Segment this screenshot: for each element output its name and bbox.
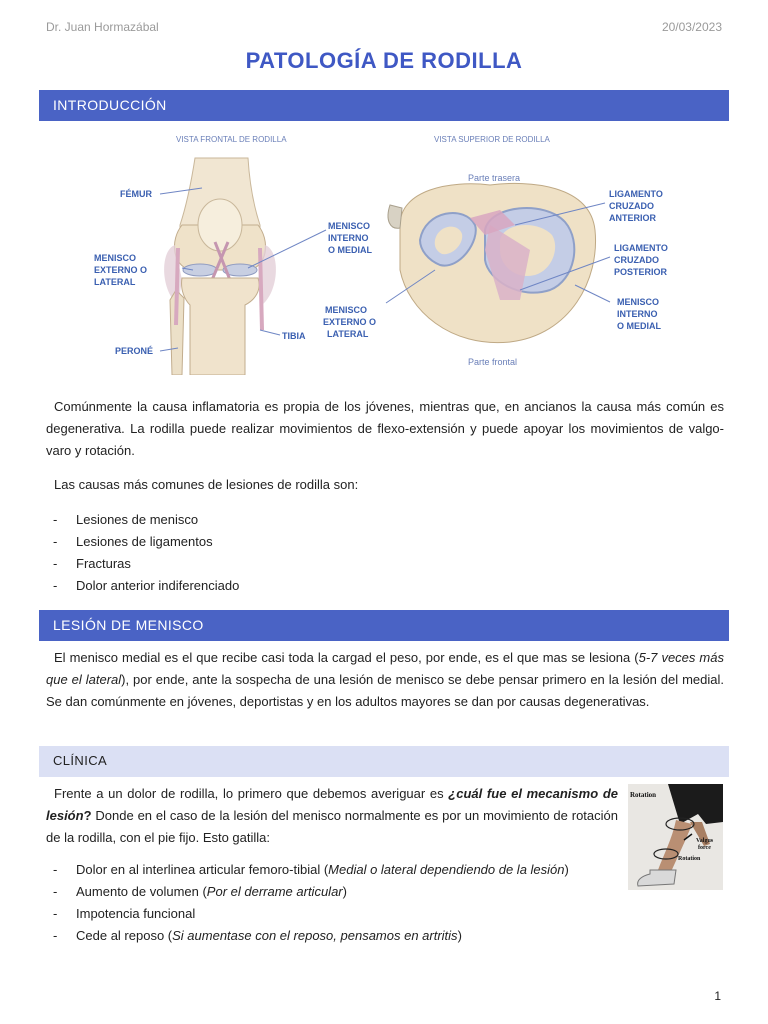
clinica-list <box>53 859 569 947</box>
list-item: - Cede al reposo (Si aumentase con el reposo, pensamos en artritis) <box>53 928 462 943</box>
list-item: - Dolor en al interlinea articular femoro-tibial (Medial o lateral dependiendo de la lesión) <box>53 862 569 877</box>
label-menisco-externo-sup-line1: MENISCO <box>325 305 368 315</box>
page-number: 1 <box>714 989 721 1003</box>
intro-paragraph-2: Las causas más comunes de lesiones de rodilla son: <box>54 477 359 492</box>
label-parte-trasera: Parte trasera <box>468 173 521 183</box>
figure-caption-superior: VISTA SUPERIOR DE RODILLA <box>434 135 550 144</box>
section-heading-introduccion: INTRODUCCIÓN <box>39 90 729 121</box>
knee-anatomy-figure <box>90 130 680 375</box>
photo-label-rotation-bottom: Rotation <box>678 856 701 862</box>
list-item: - Lesiones de menisco <box>53 512 199 527</box>
subsection-heading-clinica: CLÍNICA <box>39 746 729 777</box>
clinica-paragraph: Frente a un dolor de rodilla, lo primero que debemos averiguar es ¿cuál fue el mecanismo de lesión? Donde en el caso de la lesión del menisco normalmente es por un movimiento de rotación de la rodilla, con el pie fijo. Esto gatilla: <box>46 786 618 845</box>
label-lca-line2: CRUZADO <box>609 201 654 211</box>
label-lcp-line1: LIGAMENTO <box>614 243 668 253</box>
label-menisco-interno-sup-line3: O MEDIAL <box>617 321 661 331</box>
list-item: - Aumento de volumen (Por el derrame articular) <box>53 884 347 899</box>
label-menisco-interno-sup-line1: MENISCO <box>617 297 660 307</box>
label-menisco-interno-line1: MENISCO <box>328 221 371 231</box>
label-lca-line1: LIGAMENTO <box>609 189 663 199</box>
list-item: - Fracturas <box>53 556 131 571</box>
label-menisco-interno-line3: O MEDIAL <box>328 245 372 255</box>
label-lcp-line3: POSTERIOR <box>614 267 668 277</box>
label-tibia: TIBIA <box>282 331 306 341</box>
list-item: - Impotencia funcional <box>53 906 196 921</box>
label-menisco-externo-line3: LATERAL <box>94 277 136 287</box>
photo-label-rotation-top: Rotation <box>630 791 657 799</box>
knee-rotation-photo <box>628 784 723 890</box>
label-lca-line3: ANTERIOR <box>609 213 656 223</box>
label-lcp-line2: CRUZADO <box>614 255 659 265</box>
list-item: - Dolor anterior indiferenciado <box>53 578 240 593</box>
label-menisco-interno-sup-line2: INTERNO <box>617 309 658 319</box>
figure-caption-frontal: VISTA FRONTAL DE RODILLA <box>176 135 287 144</box>
label-parte-frontal: Parte frontal <box>468 357 518 367</box>
section-heading-lesion-menisco: LESIÓN DE MENISCO <box>39 610 729 641</box>
header-author: Dr. Juan Hormazábal <box>46 20 159 34</box>
list-item: - Lesiones de ligamentos <box>53 534 213 549</box>
superior-knee-illustration <box>388 183 595 342</box>
label-menisco-interno-line2: INTERNO <box>328 233 369 243</box>
label-menisco-externo-sup-line2: EXTERNO O <box>323 317 377 327</box>
label-perone: PERONÉ <box>115 346 154 356</box>
intro-paragraph-1: Comúnmente la causa inflamatoria es propia de los jóvenes, mientras que, en ancianos la causa más común es degenerativa. La rodilla puede realizar movimientos de flexo-extensión y puede apoyar los movimientos de valgo-varo y rotación. <box>46 399 724 458</box>
label-menisco-externo-line1: MENISCO <box>94 253 137 263</box>
photo-label-valgus-line2: force <box>698 845 711 851</box>
label-menisco-externo-line2: EXTERNO O <box>94 265 148 275</box>
photo-label-valgus-line1: Valgus <box>696 838 714 844</box>
label-femur: FÉMUR <box>120 189 152 199</box>
label-menisco-externo-sup-line3: LATERAL <box>327 329 369 339</box>
page-title: PATOLOGÍA DE RODILLA <box>245 48 523 73</box>
menisco-paragraph: El menisco medial es el que recibe casi toda la cargad el peso, por ende, es el que mas se lesiona (5-7 veces más que el lateral), por ende, ante la sospecha de una lesión de menisco se debe pensar primero en la lesión del medial. Se dan comúnmente en jóvenes, deportistas y en los adultos mayores se dan por causas degenerativas. <box>46 650 724 709</box>
causes-list <box>53 509 239 597</box>
header-date: 20/03/2023 <box>661 20 722 34</box>
